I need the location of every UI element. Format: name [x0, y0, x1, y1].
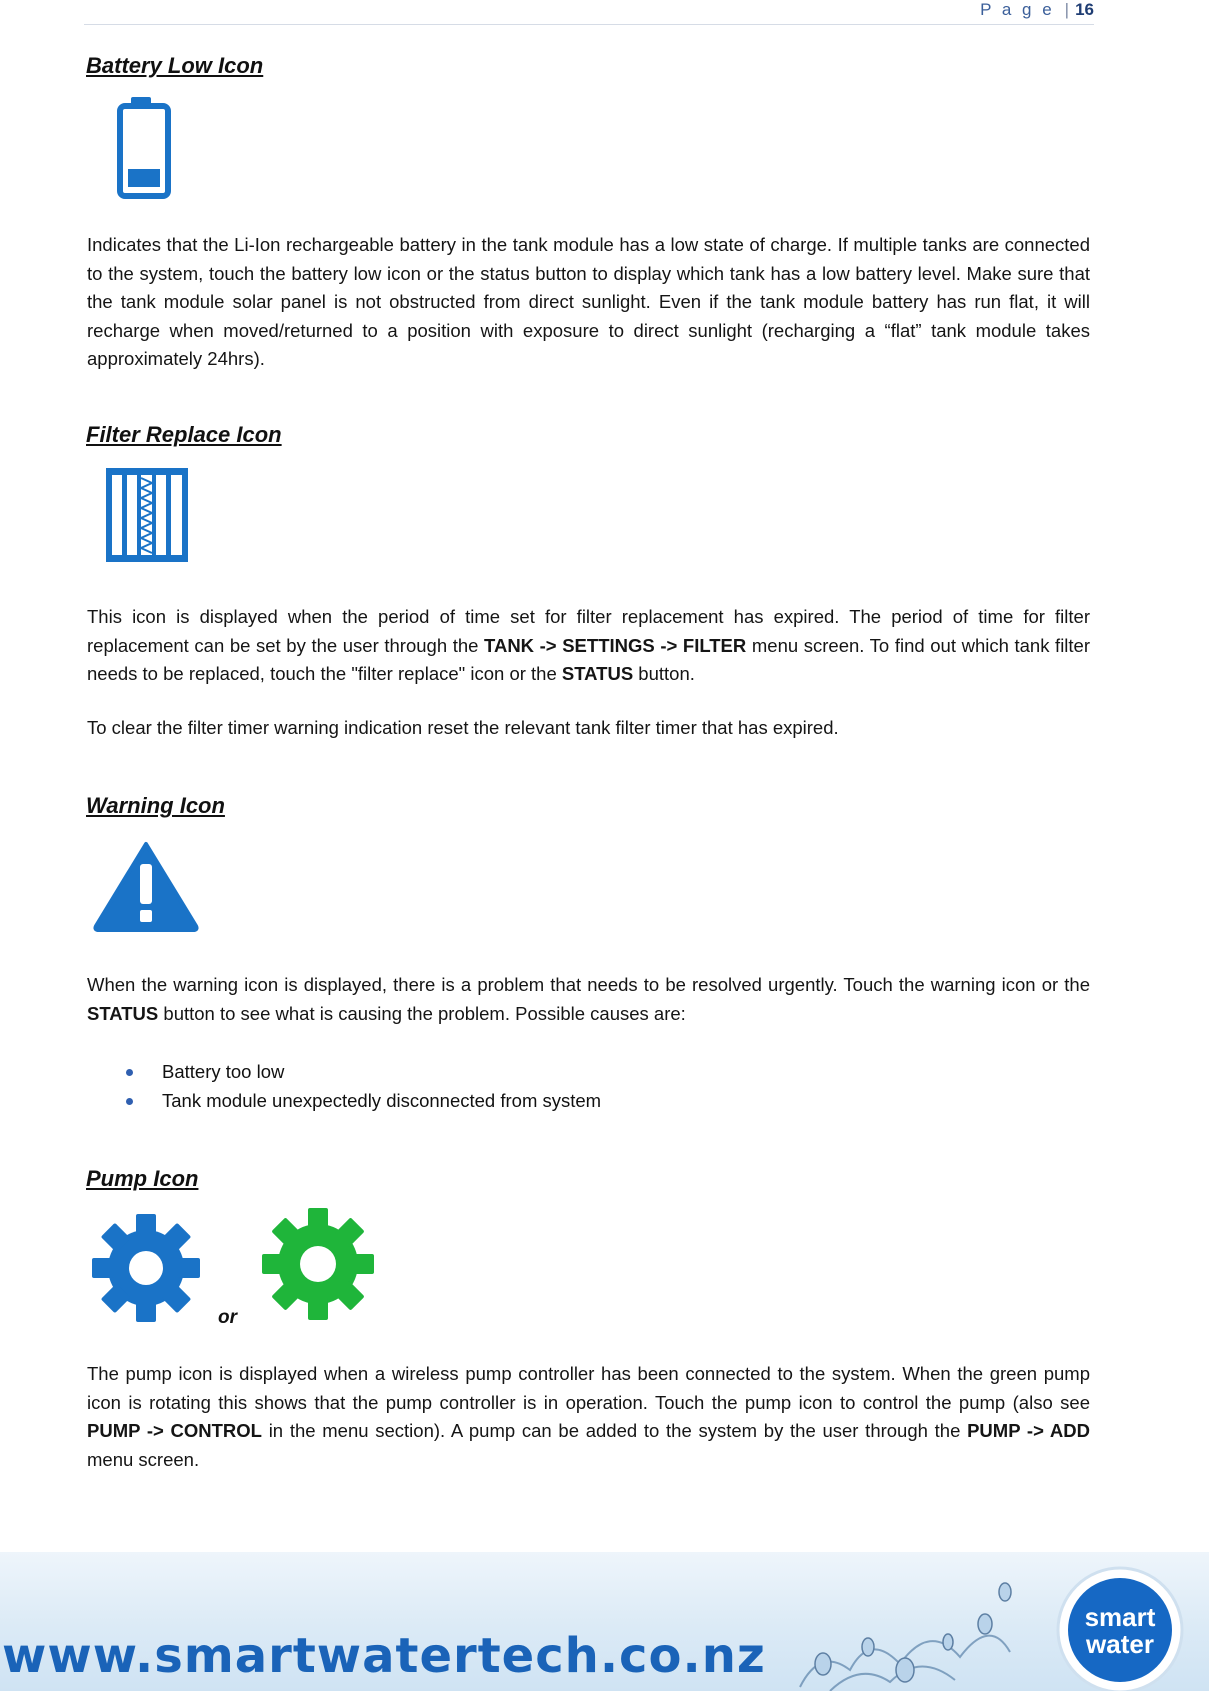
pump-gear-blue-icon	[90, 1212, 202, 1324]
page-label: P a g e	[980, 0, 1055, 19]
warning-description: When the warning icon is displayed, there is a problem that needs to be resolved urgently. Touch the warning icon or the STATUS button to see what is causing the problem. Possible causes are:	[87, 974, 1090, 1024]
page-header	[84, 0, 1094, 25]
footer-website-link[interactable]: www.smartwatertech.co.nz	[2, 1628, 766, 1684]
list-item: Tank module unexpectedly disconnected from system	[120, 1086, 601, 1115]
page-number: P a g e | 16	[980, 0, 1094, 19]
pump-heading: Pump Icon	[86, 1166, 199, 1191]
filter-reset-note: To clear the filter timer warning indication reset the relevant tank filter timer that has expired.	[87, 717, 839, 738]
filter-replace-icon	[104, 466, 190, 566]
warning-heading: Warning Icon	[86, 793, 225, 818]
warning-causes-list	[120, 1057, 601, 1115]
pump-gear-green-icon	[260, 1206, 376, 1322]
footer-banner	[0, 1552, 1209, 1691]
filter-replace-description: This icon is displayed when the period of time set for filter replacement has expired. The period of time for filter replacement can be set by the user through the TANK -> SETTINGS -> FILTER menu screen. To find out which tank filter needs to be replaced, touch the "filter replace" icon or the STATUS button.	[87, 606, 1091, 684]
pump-description: The pump icon is displayed when a wireless pump controller has been connected to the system. When the green pump icon is rotating this shows that the pump controller is in operation. Touch the pump icon to control the pump (also see PUMP -> CONTROL in the menu section). A pump can be added to the system by the user through the PUMP -> ADD menu screen.	[87, 1363, 1090, 1470]
or-label: or	[218, 1307, 237, 1328]
warning-icon	[92, 840, 200, 932]
logo-line-1: smart	[1084, 1602, 1156, 1632]
page-number-value: 16	[1075, 0, 1094, 19]
battery-low-heading: Battery Low Icon	[86, 53, 264, 78]
logo-line-2: water	[1086, 1629, 1154, 1659]
list-item: Battery too low	[120, 1057, 601, 1086]
brand-logo-text	[1068, 1604, 1172, 1658]
battery-low-description: Indicates that the Li-Ion rechargeable battery in the tank module has a low state of charge. If multiple tanks are connected to the system, touch the battery low icon or the status button to display which tank has a low battery level. Make sure that the tank module solar panel is not obstructed from direct sunlight. Even if the tank module battery has run flat, it will recharge when moved/returned to a position with exposure to direct sunlight (recharging a “flat” tank module takes approximately 24hrs).	[87, 234, 1090, 369]
battery-low-icon	[116, 97, 176, 199]
filter-replace-heading: Filter Replace Icon	[86, 422, 282, 447]
